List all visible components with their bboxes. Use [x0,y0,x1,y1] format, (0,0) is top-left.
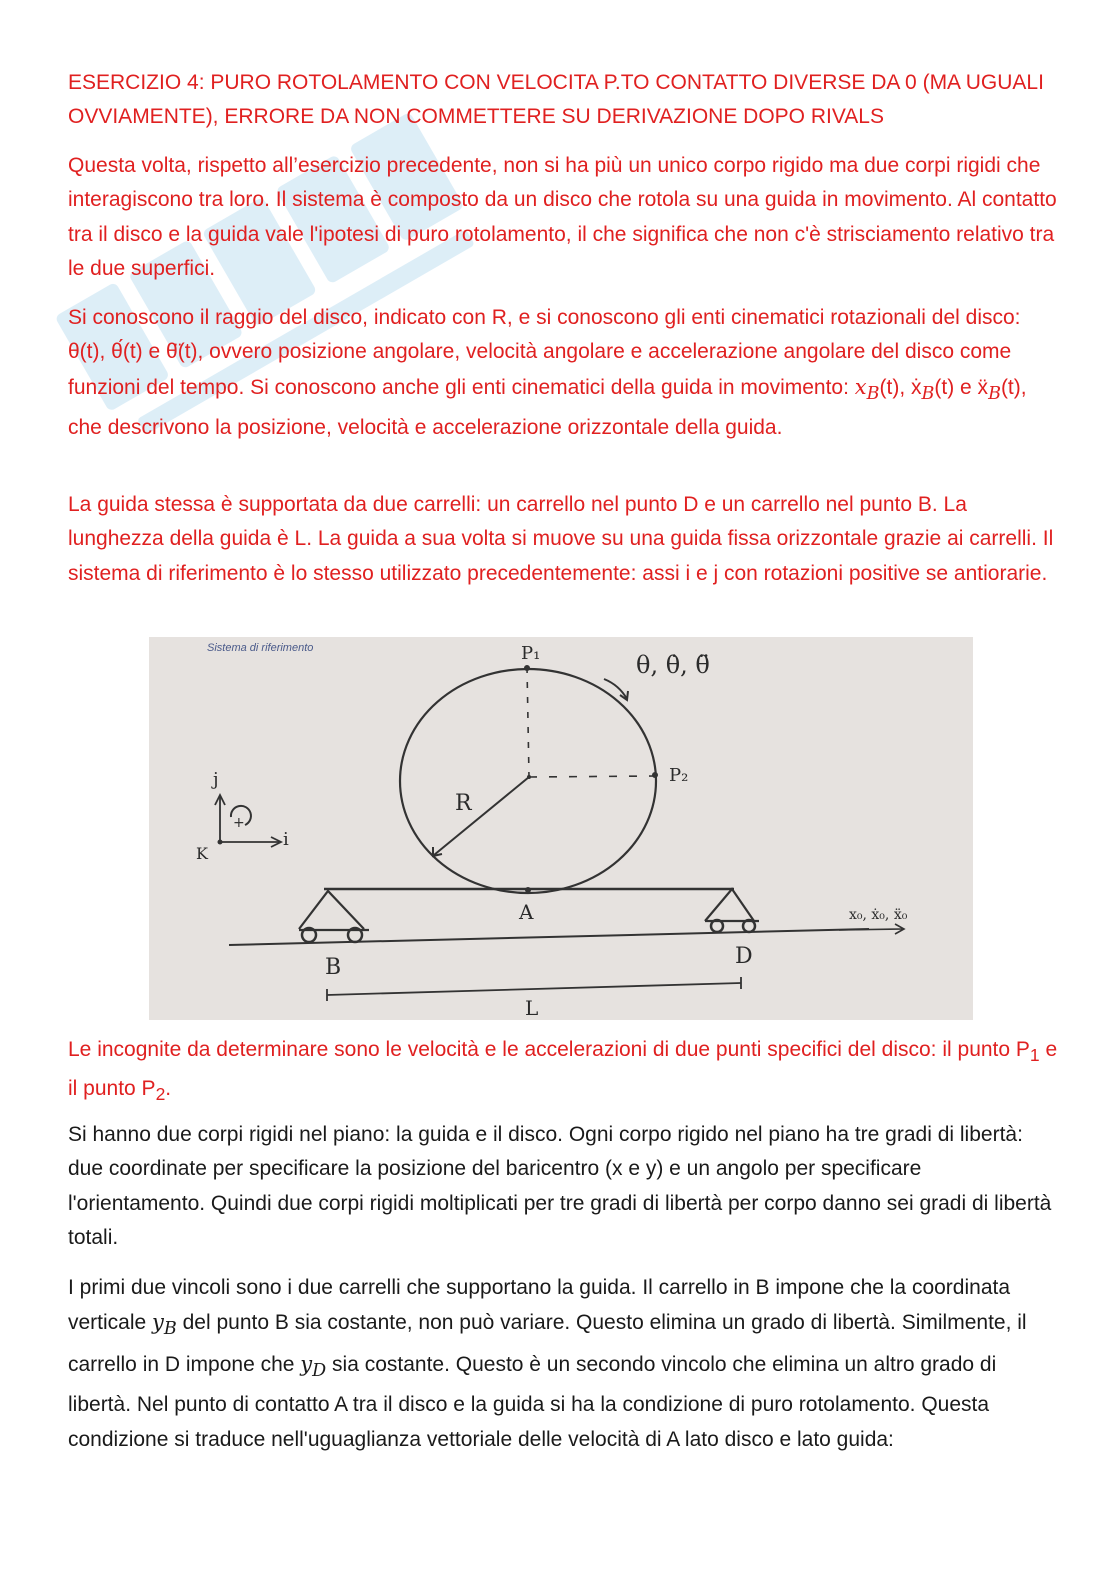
p6-text-c: sia costante. Questo è un secondo vincolo che elimina un altro grado di libertà. Nel punto di contatto A tra il disco e la guida si ha la condizione di puro rotolamento. Questa condizione si traduce nell'uguaglianza vettoriale delle velocità di A lato disco e lato guida: [68,1352,997,1451]
p6-text-b: del punto B sia costante, non può variare. Questo elimina un grado di libertà. Similmente, il carrello in D impone che [68,1311,1027,1376]
label-radius: R [455,791,472,816]
label-p1: P₁ [521,643,541,664]
label-d: D [735,944,753,969]
p2-sub-b-2: B [921,383,935,404]
unknowns-sub-1: 1 [1029,1045,1040,1066]
label-axis-j: j [213,769,219,790]
intro-paragraph-2 [68,301,1058,445]
label-length: L [525,996,539,1020]
point-p2 [652,772,658,778]
p2-text-a: Si conoscono il raggio del disco, indicato con R, e si conoscono gli enti cinematici rotazionali del disco: θ(t), θ́(t) e θ̈(t), ovvero posizione angolare, velocità angolare e accelerazione angolare del disco come funzioni del tempo. Si conoscono anche gli enti cinematici della guida in movimento: [68,306,1021,399]
p2-sep-2: (t) e ẍ [934,375,989,399]
p2-sep-1: (t), ẋ [879,375,922,399]
hand-drawn-figure [149,637,973,1020]
figure-drawing [149,637,973,1020]
p6-sub-d: D [312,1360,327,1381]
p6-math-y-d: y [300,1351,313,1376]
point-p1 [524,665,530,671]
exercise-heading: ESERCIZIO 4: PURO ROTOLAMENTO CON VELOCITA P.TO CONTATTO DIVERSE DA 0 (MA UGUALI OVVIAMENTE), ERRORE DA NON COMMETTERE SU DERIVAZIONE DOPO RIVALS [68,71,1044,129]
unknowns-sub-2: 2 [155,1084,166,1105]
label-b: B [325,955,342,980]
label-p2: P₂ [669,765,689,786]
svg-text:+: + [233,815,245,831]
p2-sub-b-1: B [866,383,880,404]
p6-text-a: I primi due vincoli sono i due carrelli che supportano la guida. Il carrello in B impone che la coordinata verticale [68,1276,1011,1335]
unknowns-text-c: . [165,1077,172,1101]
body-paragraph-constraints [68,1271,1058,1457]
p2-text-b: (t), che descrivono la posizione, velocità e accelerazione orizzontale della guida. [68,375,1027,440]
unknowns-text-a: Le incognite da determinare sono le velocità e le accelerazioni di due punti specifici del disco: il punto P [68,1038,1030,1061]
body-paragraph-dof: Si hanno due corpi rigidi nel piano: la guida e il disco. Ogni corpo rigido nel piano ha tre gradi di libertà: due coordinate per specificare la posizione del baricentro (x e y) e un angolo per specificare l'orientamento. Quindi due corpi rigidi moltiplicati per tre gradi di libertà per corpo danno sei gradi di libertà totali. [68,1123,1052,1249]
intro-paragraph-1: Questa volta, rispetto all’esercizio precedente, non si ha più un unico corpo rigido ma due corpi rigidi che interagiscono tra loro. Il sistema è composto da un disco che rotola su una guida in movimento. Al contatto tra il disco e la guida vale l'ipotesi di puro rotolamento, il che significa che non c'è strisciamento relativo tra le due superfici. [68,154,1057,280]
label-a: A [519,900,534,924]
label-ground-motion: x₀, ẋ₀, ẍ₀ [849,907,908,923]
unknowns-paragraph [68,1033,1058,1112]
unknowns-text-b: e il punto P [68,1038,1058,1101]
point-a [525,887,531,893]
label-axis-i: i [283,829,289,850]
p2-math-x: x [854,374,867,399]
intro-paragraph-3: La guida stessa è supportata da due carrelli: un carrello nel punto D e un carrello nel punto B. La lunghezza della guida è L. La guida a sua volta si muove su una guida fissa orizzontale grazie ai carrelli. Il sistema di riferimento è lo stesso utilizzato precedentemente: assi i e j con rotazioni positive se antiorarie. [68,493,1054,585]
label-angular: θ, θ̇, θ̈ [636,651,710,679]
label-origin: K [196,844,208,863]
p6-sub-b: B [163,1319,177,1340]
p2-sub-b-3: B [988,383,1001,404]
p6-math-y-b: y [152,1310,164,1335]
top-scribble: Sistema di riferimento [207,642,314,654]
